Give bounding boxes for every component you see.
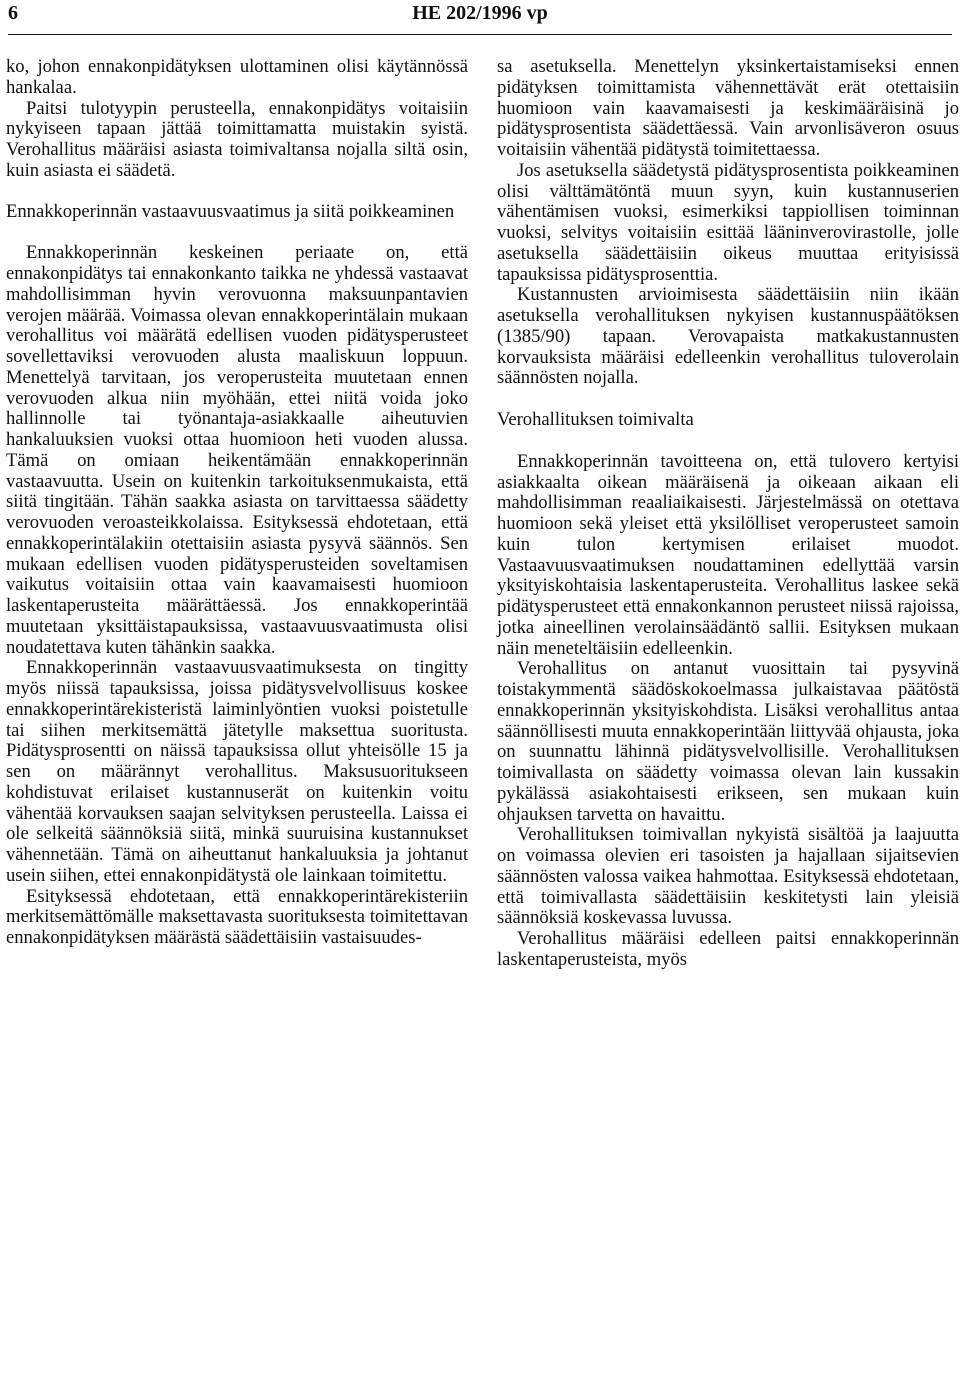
- paragraph: Ennakkoperinnän tavoitteena on, että tulovero kertyisi asiakkaalta oikean määräisenä ja oikeaan aikaan eli mahdollisimman reaaliaikaisesti. Järjestelmässä on otettava huomioon sekä yleiset että yksilölliset veroperusteet samoin kuin tulon kertymisen erilaiset muodot. Vastaavuusvaatimuksen noudattaminen edellyttää varsin yksityiskohtaisia laskentaperusteita. Verohallitus laskee sekä pidätysperusteet että ennakonkannon perusteet niissä rajoissa, jotka aineellinen verolainsäädäntö sallii. Esityksen mukaan näin meneteltäisiin edelleenkin.: [497, 450, 959, 659]
- left-column: [6, 57, 468, 949]
- paragraph: Esityksessä ehdotetaan, että ennakkoperintärekisteriin merkitsemättömälle maksettavasta suorituksesta toimitettavan ennakonpidätyksen määrästä säädettäisiin vastaisuudes-: [6, 885, 468, 948]
- running-header: [8, 0, 952, 34]
- paragraph: Ennakkoperinnän keskeinen periaate on, että ennakonpidätys tai ennakonkanto taikka ne yhdessä vastaavat mahdollisimman hyvin verovuonna maksuunpantavien verojen määrää. Voimassa olevan ennakkoperintälain mukaan verohallitus voi määrätä edellisen vuoden pidätysperusteet sovellettaviksi verovuoden alusta maaliskuun loppuun. Menettelyä tarvitaan, jos veroperusteita muutetaan ennen verovuoden alkua niin myöhään, ettei niitä voida joko hallinnolle tai työnantaja-asiakkaalle aiheutuvien hankaluuksien vuoksi ottaa huomioon heti vuoden alussa. Tämä on omiaan heikentämään ennakkoperinnän vastaavuutta. Usein on kuitenkin tarkoituksenmukaista, että siitä tingitään. Tähän saakka asiasta on tarvittaessa säädetty verovuoden veroasteikkolaissa. Esityksessä ehdotetaan, että ennakkoperintälakiin otettaisiin asiasta pysyvä säännös. Sen mukaan edellisen vuoden pidätysperusteiden soveltamisen vaikutus voitaisiin ottaa vain kaavamaisesti huomioon laskentaperusteita määrättäessä. Jos ennakkoperintää muutetaan yksittäistapauksissa, vastaavuusvaatimusta olisi noudatettava kuten tähänkin saakka.: [6, 242, 468, 658]
- paragraph: Verohallitus on antanut vuosittain tai pysyvinä toistakymmentä säädöskokoelmassa julkaistavaa päätöstä ennakkoperinnän yksityiskohdista. Lisäksi verohallitus antaa säännöllisesti muuta ennakkoperintään liittyvää ohjausta, joka on suunnattu lähinnä pidätysvelvollisille. Verohallituksen toimivallasta on säädetty voimassa olevan lain kussakin pykälässä asiakohtaisesti erikseen, sen mukaan kuin ohjauksen tarvetta on havaittu.: [497, 658, 959, 825]
- paragraph: Verohallitus määräisi edelleen paitsi ennakkoperinnän laskentaperusteista, myös: [497, 928, 959, 970]
- paragraph: Paitsi tulotyypin perusteella, ennakonpidätys voitaisiin nykyiseen tapaan jättää toimittamatta muistakin syistä. Verohallitus määräisi asiasta toimivaltansa nojalla siltä osin, kuin asiasta ei säädetä.: [6, 97, 468, 181]
- section-heading: Verohallituksen toimivalta: [497, 409, 694, 430]
- paragraph: sa asetuksella. Menettelyn yksinkertaistamiseksi ennen pidätyksen toimittamista vähennettävät erät otettaisiin huomioon vain kaavamaisesti ja keskimääräisinä jo pidätysprosentista säädettäessä. Vain arvonlisäveron osuus voitaisiin vähentää pidätystä toimitettaessa.: [497, 56, 959, 160]
- paragraph: Kustannusten arvioimisesta säädettäisiin niin ikään asetuksella verohallituksen nykyisen kustannuspäätöksen (1385/90) tapaan. Verovapaista matkakustannusten korvauksista määräisi edelleenkin verohallitus tuloverolain säännösten nojalla.: [497, 284, 959, 389]
- section-heading: Ennakkoperinnän vastaavuusvaatimus ja siitä poikkeaminen: [6, 200, 455, 222]
- paragraph: ko, johon ennakonpidätyksen ulottaminen olisi käytännössä hankalaa.: [6, 56, 468, 98]
- paragraph: Jos asetuksella säädetystä pidätysprosentista poikkeaminen olisi välttämätöntä muun syyn, kuin kustannuserien vähentämisen vuoksi, esimerkiksi tappiollisen toiminnan vuoksi, selvitys voitaisiin esittää lääninverovirastolle, jolle asetuksella säädettäisiin oikeus muuttaa erityisissä tapauksissa pidätysprosenttia.: [497, 159, 959, 285]
- right-column: [497, 57, 959, 971]
- paragraph: Ennakkoperinnän vastaavuusvaatimuksesta on tingitty myös niissä tapauksissa, joissa pidätysvelvollisuus koskee ennakkoperintärekisteristä laiminlyöntien vuoksi poistetulle tai siihen merkitsemättä jätetylle maksettua suoritusta. Pidätysprosentti on näissä tapauksissa ollut yhteisölle 15 ja sen on määrännyt verohallitus. Maksusuoritukseen kohdistuvat erilaiset kustannuserät on kuitenkin voitu vähentää korvauksen saajan selvityksen perusteella. Laissa ei ole selkeitä säännöksiä siitä, minkä suuruisina kustannukset vähennetään. Tämä on aiheuttanut hankaluuksia ja johtanut usein siihen, ettei ennakonpidätystä ole lainkaan toimitettu.: [6, 657, 468, 886]
- paragraph: Verohallituksen toimivallan nykyistä sisältöä ja laajuutta on voimassa olevien eri tasoisten ja hajallaan sijaitsevien säännösten valossa vaikea hahmottaa. Esityksessä ehdotetaan, että toimivallasta säädettäisiin keskitetysti lain yleisiä säännöksiä koskevassa luvussa.: [497, 824, 959, 929]
- document-id: HE 202/1996 vp: [412, 2, 548, 24]
- header-rule: [8, 34, 952, 35]
- page-number: 6: [8, 2, 18, 24]
